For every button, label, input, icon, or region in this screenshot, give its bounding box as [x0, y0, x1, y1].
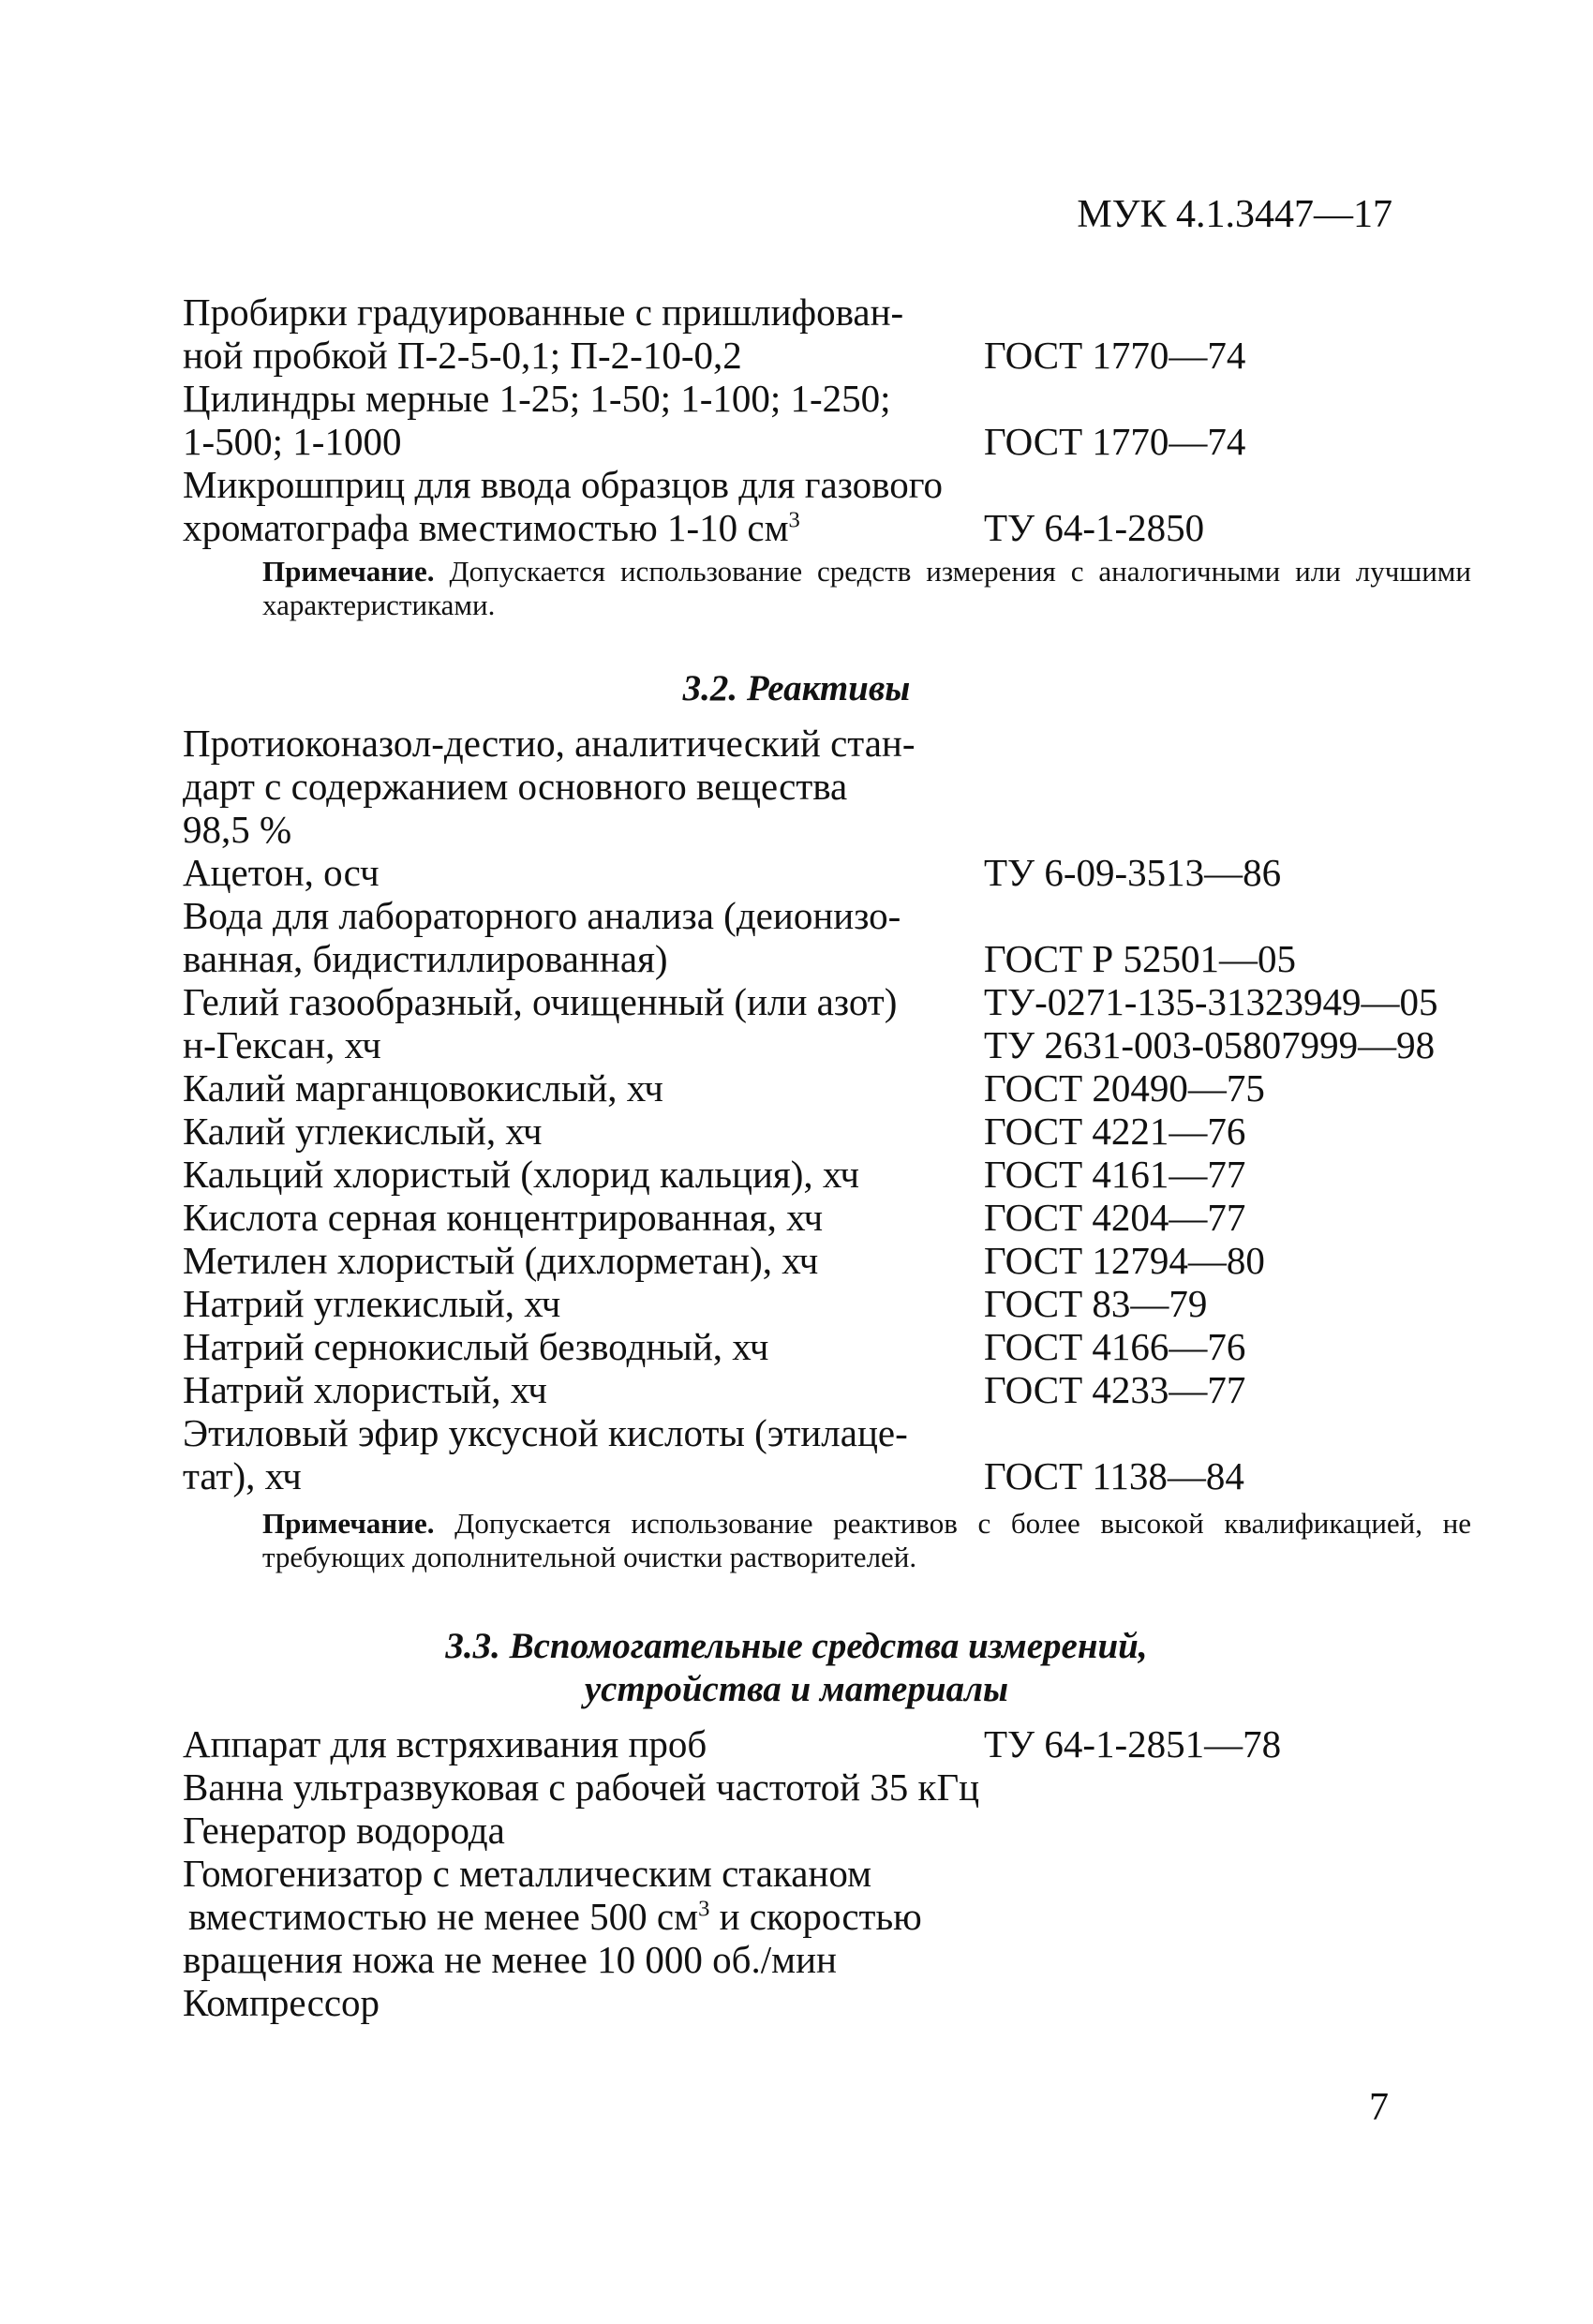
list-item: [183, 1196, 1429, 1239]
list-item: [183, 1722, 1429, 1765]
list-item: [183, 290, 1429, 377]
item-name-line: Аппарат для встряхивания проб: [183, 1722, 707, 1765]
item-name-line: Ванна ультразвуковая с рабочей частотой 35 кГц: [183, 1765, 980, 1809]
note-label: Примечание.: [262, 1507, 435, 1540]
item-standard: ГОСТ 20490—75: [984, 1066, 1265, 1110]
list-item: [183, 1023, 1436, 1066]
item-name-line: н-Гексан, хч: [183, 1023, 381, 1066]
item-name-line: Ацетон, осч: [183, 851, 380, 894]
section-heading-reagents: 3.2. Реактивы: [682, 668, 911, 708]
item-standard: ГОСТ 83—79: [984, 1282, 1208, 1325]
note-label: Примечание.: [262, 555, 435, 588]
superscript: 3: [788, 507, 800, 533]
item-name-line: Натрий сернокислый безводный, хч: [183, 1325, 769, 1368]
item-standard: ГОСТ 1770—74: [984, 420, 1246, 463]
item-standard: ГОСТ 12794—80: [984, 1239, 1265, 1282]
item-name-line: Калий марганцовокислый, хч: [183, 1066, 663, 1110]
item-name-line: 98,5 %: [183, 808, 292, 851]
section-heading-auxiliary: [0, 1625, 1593, 1711]
list-item: [183, 1368, 1429, 1411]
item-name-line: Этиловый эфир уксусной кислоты (этилаце-: [183, 1411, 908, 1454]
item-standard: ГОСТ 4221—76: [984, 1110, 1246, 1153]
item-name-line: хроматографа вместимостью 1-10 см: [183, 506, 789, 549]
list-item: [183, 1153, 1429, 1196]
heading-line: 3.3. Вспомогательные средства измерений,: [445, 1626, 1148, 1666]
item-standard: ГОСТ 4204—77: [984, 1196, 1246, 1239]
reagents-note: [183, 1507, 1471, 1574]
item-name-line: и скоростью: [709, 1895, 922, 1938]
item-name-line: Натрий углекислый, хч: [183, 1282, 561, 1325]
auxiliary-list: [183, 1722, 1429, 2024]
note-text: Допускается использование реактивов с более высокой квалификацией, не требующих дополнительной очистки растворителей.: [262, 1507, 1471, 1573]
list-item: [183, 851, 1429, 894]
list-item: [183, 1765, 1429, 1809]
item-standard: ТУ 64-1-2851—78: [984, 1722, 1282, 1765]
item-name-line: дарт с содержанием основного вещества: [183, 765, 848, 808]
item-name-line: вместимостью не менее 500 см: [188, 1895, 699, 1938]
list-item: [183, 1852, 1429, 1981]
equipment-note: [183, 555, 1471, 622]
item-name-line: Пробирки градуированные с пришлифован-: [183, 290, 904, 334]
item-name-line: 1-500; 1-1000: [183, 420, 402, 463]
page-number: 7: [1369, 2086, 1389, 2129]
list-item: [183, 377, 1429, 463]
item-name-line: вращения ножа не менее 10 000 об./мин: [183, 1938, 837, 1981]
note-text: Допускается использование средств измерения с аналогичными или лучшими характеристиками.: [262, 555, 1471, 621]
item-standard: ТУ-0271-135-31323949—05: [984, 980, 1438, 1023]
equipment-list: [183, 290, 1429, 549]
item-standard: ГОСТ Р 52501—05: [984, 937, 1296, 980]
item-standard: ГОСТ 1770—74: [984, 334, 1246, 377]
item-name-line: ванная, бидистиллированная): [183, 937, 668, 980]
list-item: [183, 1809, 1429, 1852]
item-name-line: Кальций хлористый (хлорид кальция), хч: [183, 1153, 860, 1196]
list-item: [183, 722, 1429, 851]
list-item: [183, 980, 1438, 1023]
item-standard: ГОСТ 1138—84: [984, 1454, 1244, 1497]
item-standard: ГОСТ 4161—77: [984, 1153, 1246, 1196]
reagents-list: [183, 722, 1438, 1497]
list-item: [183, 1239, 1429, 1282]
item-name-line: Компрессор: [183, 1981, 380, 2024]
item-standard: ГОСТ 4233—77: [984, 1368, 1246, 1411]
item-standard: ТУ 2631-003-05807999—98: [984, 1023, 1436, 1066]
item-name-line: Гомогенизатор с металлическим стаканом: [183, 1852, 872, 1895]
list-item: [183, 1282, 1429, 1325]
list-item: [183, 1411, 1429, 1497]
item-standard: ТУ 6-09-3513—86: [984, 851, 1282, 894]
item-name-line: тат), хч: [183, 1454, 302, 1497]
heading-line: устройства и материалы: [584, 1669, 1009, 1709]
item-name-line: Протиоконазол-дестио, аналитический стан-: [183, 722, 916, 765]
item-name-line: Вода для лабораторного анализа (деионизо-: [183, 894, 901, 937]
item-name-line: Гелий газообразный, очищенный (или азот): [183, 980, 898, 1023]
item-name-line: Микрошприц для ввода образцов для газового: [183, 463, 944, 506]
item-name-line: Кислота серная концентрированная, хч: [183, 1196, 824, 1239]
item-name-line: Метилен хлористый (дихлорметан), хч: [183, 1239, 819, 1282]
item-name-line: Генератор водорода: [183, 1809, 505, 1852]
item-name-line: ной пробкой П-2-5-0,1; П-2-10-0,2: [183, 334, 742, 377]
list-item: [183, 1325, 1429, 1368]
item-standard: ТУ 64-1-2850: [984, 506, 1205, 549]
list-item: [183, 1066, 1429, 1110]
item-name-line: Натрий хлористый, хч: [183, 1368, 547, 1411]
item-name-line: Цилиндры мерные 1-25; 1-50; 1-100; 1-250;: [183, 377, 891, 420]
item-standard: ГОСТ 4166—76: [984, 1325, 1246, 1368]
list-item: [183, 1981, 1429, 2024]
list-item: [183, 1110, 1429, 1153]
item-name-line: Калий углекислый, хч: [183, 1110, 543, 1153]
document-code: МУК 4.1.3447—17: [1077, 193, 1392, 236]
list-item: [183, 463, 1429, 549]
list-item: [183, 894, 1429, 980]
superscript: 3: [698, 1896, 710, 1922]
